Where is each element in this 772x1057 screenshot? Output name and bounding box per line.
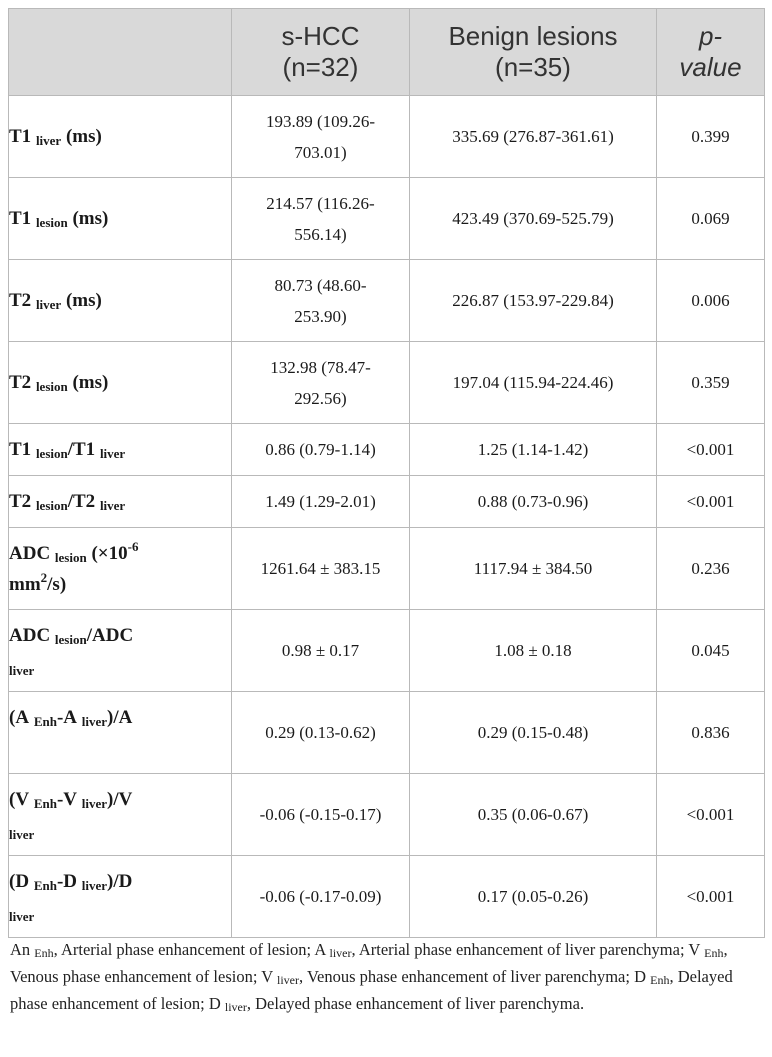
label-sub2: liver [99, 446, 126, 461]
cell-p [657, 774, 765, 856]
footnote-text: , Delayed phase enhancement of liver parenchyma. [246, 994, 585, 1013]
label-mid: /T2 [67, 491, 96, 512]
label-open: (D [9, 870, 30, 892]
cell-shcc [232, 424, 410, 476]
value-shcc: 80.73 (48.60-253.90) [274, 275, 367, 326]
value-benign: 1.25 (1.14-1.42) [477, 440, 589, 459]
header-empty [9, 9, 232, 96]
value-benign: 1117.94 ± 384.50 [473, 559, 593, 578]
cell-p [657, 692, 765, 774]
header-benign-line2: (n=35) [495, 52, 571, 82]
value-p: 0.069 [691, 209, 730, 228]
results-table [8, 8, 765, 938]
cell-shcc [232, 692, 410, 774]
value-shcc: 0.86 (0.79-1.14) [265, 440, 376, 459]
table-row [9, 178, 765, 260]
value-benign: 0.29 (0.15-0.48) [477, 723, 589, 742]
table-row [9, 692, 765, 774]
footnote-text: , Venous phase enhancement of liver parenchyma; D [299, 967, 651, 986]
cell-p [657, 610, 765, 692]
row-label [9, 856, 232, 938]
label-sub2: liver [99, 498, 126, 513]
row-label [9, 476, 232, 528]
cell-p [657, 424, 765, 476]
label-mid: -V [56, 788, 78, 810]
header-row [9, 9, 765, 96]
footnote-sub: Enh [34, 946, 54, 960]
value-p: 0.236 [691, 559, 730, 578]
label-mid: -D [56, 870, 78, 892]
label-sub: lesion [35, 498, 68, 513]
value-benign: 197.04 (115.94-224.46) [452, 373, 614, 392]
footnote-text: An [10, 940, 35, 959]
footnote-text: , Delayed phase enhancement of lesion; D [10, 967, 733, 1013]
value-shcc: 1.49 (1.29-2.01) [265, 492, 376, 511]
cell-p [657, 476, 765, 528]
label-after: (ms) [65, 290, 102, 311]
label-sub2: liver [81, 795, 108, 811]
cell-benign [410, 178, 657, 260]
label-sub: lesion [35, 379, 68, 394]
value-p: 0.045 [691, 641, 730, 660]
value-benign: 226.87 (153.97-229.84) [452, 291, 614, 310]
value-benign: 1.08 ± 0.18 [494, 641, 572, 660]
row-label [9, 424, 232, 476]
footnote-text: , Venous phase enhancement of lesion; V [10, 940, 728, 986]
value-shcc: 0.29 (0.13-0.62) [265, 723, 376, 742]
cell-shcc [232, 260, 410, 342]
value-p: <0.001 [686, 805, 735, 824]
label-main: T2 [9, 290, 32, 311]
value-shcc: 193.89 (109.26-703.01) [265, 111, 376, 162]
label-line2b: /s) [47, 573, 67, 595]
label-sub2: liver [9, 662, 35, 678]
label-close: )/D [107, 870, 133, 892]
cell-benign [410, 424, 657, 476]
label-close: )/A [107, 707, 133, 728]
cell-p [657, 342, 765, 424]
cell-shcc [232, 96, 410, 178]
label-sub: lesion [35, 446, 68, 461]
cell-p [657, 528, 765, 610]
value-shcc: -0.06 (-0.17-0.09) [259, 887, 382, 906]
footnote-sub: liver [224, 1000, 247, 1014]
cell-shcc [232, 476, 410, 528]
value-p: <0.001 [686, 440, 735, 459]
cell-benign [410, 692, 657, 774]
value-p: <0.001 [686, 492, 735, 511]
row-label [9, 528, 232, 610]
label-after: (ms) [72, 372, 109, 393]
row-label [9, 692, 232, 774]
value-benign: 0.88 (0.73-0.96) [477, 492, 589, 511]
label-sub: Enh [33, 877, 57, 893]
cell-benign [410, 856, 657, 938]
cell-p [657, 260, 765, 342]
footnote-sub: liver [277, 973, 299, 987]
cell-benign [410, 476, 657, 528]
table-footnote [10, 936, 762, 1017]
header-shcc-line2: (n=32) [282, 52, 359, 82]
label-line2a: mm [9, 573, 41, 595]
value-benign: 335.69 (276.87-361.61) [452, 127, 614, 146]
value-p: 0.836 [691, 723, 730, 742]
label-sup2: 2 [40, 569, 48, 585]
label-sub: lesion [54, 549, 87, 565]
label-sub: Enh [33, 714, 57, 729]
label-mid: -A [56, 707, 78, 728]
row-label [9, 610, 232, 692]
cell-benign [410, 610, 657, 692]
label-mid: /T1 [67, 439, 96, 460]
cell-shcc [232, 774, 410, 856]
value-p: 0.399 [691, 127, 730, 146]
label-sub: Enh [33, 795, 57, 811]
label-after: (ms) [65, 126, 102, 147]
label-sub: lesion [35, 215, 68, 230]
cell-shcc [232, 342, 410, 424]
value-p: 0.006 [691, 291, 730, 310]
label-line2: liver [9, 826, 35, 842]
cell-benign [410, 96, 657, 178]
label-mid: /ADC [86, 624, 134, 646]
row-label [9, 342, 232, 424]
label-after: (ms) [72, 208, 109, 229]
label-sub2: liver [81, 877, 108, 893]
table-row [9, 476, 765, 528]
cell-shcc [232, 610, 410, 692]
value-p: 0.359 [691, 373, 730, 392]
header-p-line2: value [679, 52, 742, 82]
cell-benign [410, 774, 657, 856]
value-shcc: 214.57 (116.26-556.14) [266, 193, 375, 244]
table-row [9, 260, 765, 342]
value-benign: 423.49 (370.69-525.79) [452, 209, 614, 228]
label-open: (V [9, 788, 30, 810]
cell-shcc [232, 178, 410, 260]
value-shcc: -0.06 (-0.15-0.17) [259, 805, 382, 824]
value-p: <0.001 [686, 887, 735, 906]
label-close: )/V [107, 788, 133, 810]
footnote-sub: liver [329, 946, 352, 960]
row-label [9, 178, 232, 260]
footnote-text: , Arterial phase enhancement of liver parenchyma; V [351, 940, 705, 959]
value-shcc: 0.98 ± 0.17 [281, 641, 360, 660]
header-p-line1: p- [698, 21, 723, 51]
label-main: T1 [9, 439, 32, 460]
cell-p [657, 178, 765, 260]
label-line2: liver [9, 908, 35, 924]
table-row [9, 610, 765, 692]
value-shcc: 1261.64 ± 383.15 [260, 559, 381, 578]
header-shcc-line1: s-HCC [281, 21, 360, 51]
label-main: T1 [9, 208, 32, 229]
footnote-text: , Arterial phase enhancement of lesion; A [53, 940, 330, 959]
table-row [9, 774, 765, 856]
cell-benign [410, 528, 657, 610]
value-shcc: 132.98 (78.47-292.56) [270, 357, 371, 408]
label-main: ADC [9, 542, 51, 564]
row-label [9, 96, 232, 178]
label-sub: lesion [54, 631, 87, 647]
row-label [9, 774, 232, 856]
cell-p [657, 856, 765, 938]
label-sub: liver [35, 297, 62, 312]
row-label [9, 260, 232, 342]
label-mid: (×10 [91, 542, 128, 564]
label-sub: liver [35, 133, 62, 148]
value-benign: 0.17 (0.05-0.26) [477, 887, 589, 906]
header-benign-line1: Benign lesions [448, 21, 618, 51]
table-row [9, 424, 765, 476]
label-main: ADC [9, 624, 51, 646]
label-sup: -6 [127, 538, 139, 554]
value-benign: 0.35 (0.06-0.67) [477, 805, 589, 824]
label-main: T2 [9, 491, 32, 512]
label-main: T1 [9, 126, 32, 147]
table-row [9, 96, 765, 178]
table-row [9, 856, 765, 938]
cell-benign [410, 260, 657, 342]
table-row [9, 342, 765, 424]
label-sub2: liver [81, 714, 108, 729]
cell-shcc [232, 856, 410, 938]
footnote-sub: Enh [704, 946, 724, 960]
cell-shcc [232, 528, 410, 610]
table-row [9, 528, 765, 610]
footnote-sub: Enh [650, 973, 670, 987]
cell-benign [410, 342, 657, 424]
header-p-value [657, 9, 765, 96]
header-shcc [232, 9, 410, 96]
cell-p [657, 96, 765, 178]
label-open: (A [9, 707, 30, 728]
header-benign [410, 9, 657, 96]
label-main: T2 [9, 372, 32, 393]
